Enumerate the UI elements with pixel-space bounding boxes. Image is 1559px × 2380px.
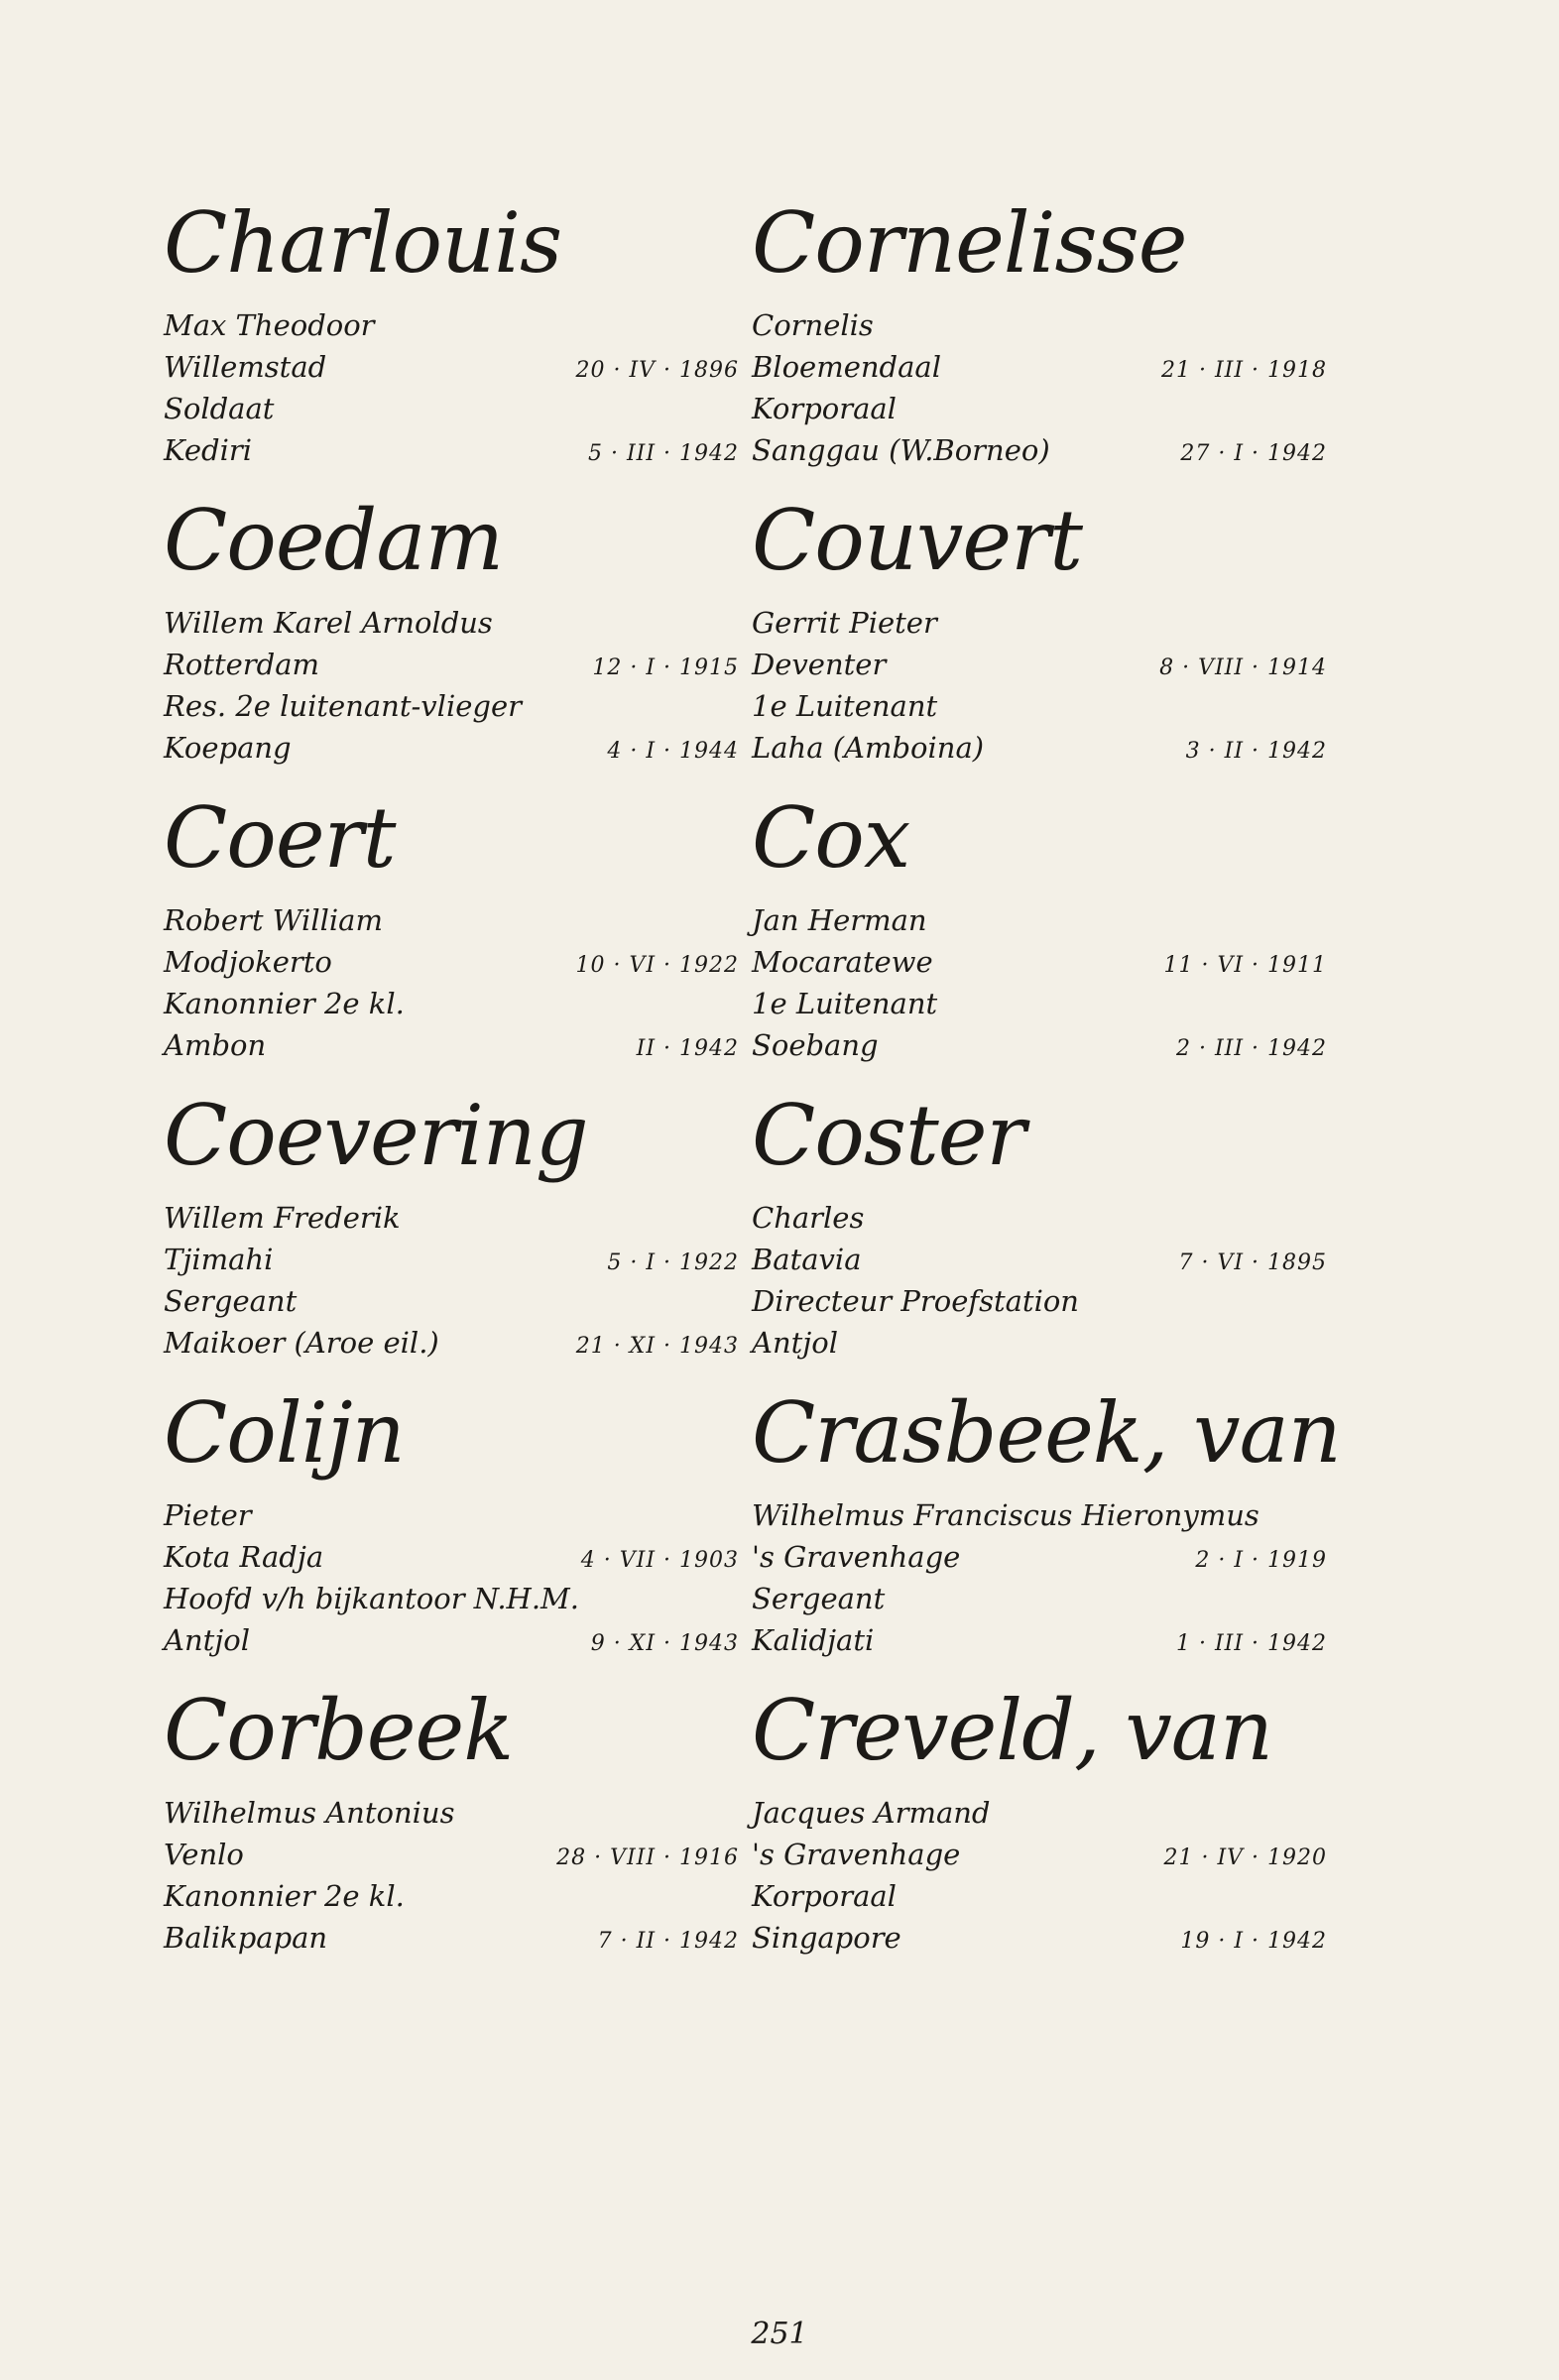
memorial-entry	[164, 1383, 739, 1681]
death-line	[164, 1024, 739, 1066]
memorial-entry	[752, 1681, 1327, 1978]
surname: Corbeek	[164, 1682, 514, 1779]
given-names: Willem Karel Arnoldus	[164, 606, 493, 640]
given-names: Charles	[752, 1201, 865, 1235]
left-column	[164, 193, 739, 1978]
birth-line	[752, 1834, 1327, 1875]
rank: Kanonnier 2e kl.	[164, 1879, 405, 1913]
death-place: Sanggau (W.Borneo)	[752, 433, 1050, 467]
rank-line	[164, 388, 739, 429]
memorial-entry	[752, 1383, 1341, 1681]
birth-date: 4 · VII · 1903	[580, 1548, 739, 1573]
death-place: Maikoer (Aroe eil.)	[164, 1326, 439, 1360]
death-date: 2 · III · 1942	[1175, 1036, 1327, 1061]
surname: Coevering	[164, 1087, 588, 1184]
birth-line	[164, 1536, 739, 1578]
rank: Res. 2e luitenant-vlieger	[164, 689, 522, 723]
birth-line	[752, 941, 1327, 983]
death-date: 7 · II · 1942	[597, 1929, 739, 1954]
birth-date: 20 · IV · 1896	[575, 358, 739, 383]
birth-date: 11 · VI · 1911	[1163, 953, 1327, 978]
birth-line	[164, 346, 739, 388]
birth-date: 28 · VIII · 1916	[556, 1845, 739, 1870]
birth-date: 7 · VI · 1895	[1178, 1250, 1327, 1275]
rank-line	[752, 983, 1327, 1024]
birth-date: 5 · I · 1922	[607, 1250, 739, 1275]
rank: Soldaat	[164, 392, 275, 425]
rank: 1e Luitenant	[752, 987, 938, 1020]
rank-line	[164, 983, 739, 1024]
given-names: Max Theodoor	[164, 308, 375, 342]
death-line	[752, 1024, 1327, 1066]
birth-date: 2 · I · 1919	[1195, 1548, 1327, 1573]
memorial-entry	[164, 491, 739, 788]
death-place: Koepang	[164, 731, 292, 765]
birth-place: 's Gravenhage	[752, 1838, 961, 1871]
page-number: 251	[751, 2317, 808, 2351]
memorial-entry	[752, 788, 1327, 1086]
birth-place: Batavia	[752, 1243, 862, 1276]
given-names: Willem Frederik	[164, 1201, 401, 1235]
death-place: Ambon	[164, 1028, 267, 1062]
birth-line	[164, 941, 739, 983]
given-names: Wilhelmus Franciscus Hieronymus	[752, 1498, 1259, 1532]
birth-place: Rotterdam	[164, 648, 319, 681]
birth-line	[752, 1239, 1327, 1280]
right-column	[752, 193, 1341, 1978]
rank: Korporaal	[752, 1879, 897, 1913]
memorial-entry	[752, 193, 1327, 491]
rank: Sergeant	[164, 1284, 298, 1318]
death-place: Kalidjati	[752, 1623, 875, 1657]
death-line	[164, 1322, 739, 1364]
surname: Charlouis	[164, 194, 562, 292]
rank: Directeur Proefstation	[752, 1284, 1079, 1318]
birth-place: Mocaratewe	[752, 945, 933, 979]
memorial-entry	[164, 788, 739, 1086]
memorial-entry	[752, 1086, 1327, 1383]
given-names: Jacques Armand	[752, 1796, 991, 1830]
death-date: 3 · II · 1942	[1185, 739, 1327, 764]
death-date: 5 · III · 1942	[587, 441, 739, 466]
surname: Colijn	[164, 1384, 405, 1482]
death-place: Antjol	[752, 1326, 838, 1360]
surname: Coert	[164, 789, 396, 887]
death-line	[164, 727, 739, 769]
surname: Couvert	[752, 492, 1083, 589]
death-line	[752, 1619, 1327, 1661]
birth-line	[164, 644, 739, 685]
rank: Korporaal	[752, 392, 897, 425]
death-date: 1 · III · 1942	[1175, 1631, 1327, 1656]
death-date: 27 · I · 1942	[1180, 441, 1327, 466]
birth-date: 10 · VI · 1922	[575, 953, 739, 978]
death-line	[752, 429, 1327, 471]
death-place: Laha (Amboina)	[752, 731, 985, 765]
given-names: Wilhelmus Antonius	[164, 1796, 455, 1830]
rank-line	[752, 685, 1327, 727]
death-place: Kediri	[164, 433, 253, 467]
surname: Coedam	[164, 492, 504, 589]
given-names: Cornelis	[752, 308, 874, 342]
birth-date: 21 · III · 1918	[1160, 358, 1327, 383]
memorial-entry	[164, 1086, 739, 1383]
surname: Crasbeek, van	[752, 1384, 1341, 1482]
birth-date: 8 · VIII · 1914	[1159, 655, 1327, 680]
rank-line	[752, 1280, 1327, 1322]
death-date: 21 · XI · 1943	[575, 1334, 739, 1359]
death-date: 4 · I · 1944	[607, 739, 739, 764]
rank: 1e Luitenant	[752, 689, 938, 723]
memorial-entry	[164, 1681, 739, 1978]
rank-line	[752, 388, 1327, 429]
death-place: Singapore	[752, 1921, 901, 1955]
rank-line	[164, 685, 739, 727]
memorial-entry	[164, 193, 739, 491]
death-date: II · 1942	[636, 1036, 739, 1061]
death-date: 19 · I · 1942	[1180, 1929, 1327, 1954]
birth-place: Deventer	[752, 648, 887, 681]
birth-place: Bloemendaal	[752, 350, 941, 384]
death-place: Antjol	[164, 1623, 250, 1657]
birth-line	[752, 1536, 1327, 1578]
surname: Cox	[752, 789, 910, 887]
memorial-entry	[752, 491, 1327, 788]
birth-line	[164, 1239, 739, 1280]
given-names: Gerrit Pieter	[752, 606, 937, 640]
birth-place: Willemstad	[164, 350, 327, 384]
birth-date: 12 · I · 1915	[592, 655, 739, 680]
death-place: Balikpapan	[164, 1921, 328, 1955]
death-line	[752, 1917, 1327, 1959]
death-line	[752, 1322, 1327, 1364]
death-line	[164, 429, 739, 471]
rank: Sergeant	[752, 1582, 886, 1615]
birth-place: Venlo	[164, 1838, 244, 1871]
birth-place: Tjimahi	[164, 1243, 274, 1276]
birth-line	[752, 346, 1327, 388]
rank: Hoofd v/h bijkantoor N.H.M.	[164, 1582, 579, 1615]
rank-line	[164, 1280, 739, 1322]
rank-line	[752, 1875, 1327, 1917]
death-date: 9 · XI · 1943	[590, 1631, 739, 1656]
given-names: Jan Herman	[752, 903, 927, 937]
death-line	[752, 727, 1327, 769]
rank-line	[164, 1875, 739, 1917]
birth-place: Kota Radja	[164, 1540, 324, 1574]
rank: Kanonnier 2e kl.	[164, 987, 405, 1020]
birth-line	[164, 1834, 739, 1875]
rank-line	[752, 1578, 1327, 1619]
birth-place: Modjokerto	[164, 945, 332, 979]
birth-date: 21 · IV · 1920	[1163, 1845, 1327, 1870]
surname: Coster	[752, 1087, 1025, 1184]
rank-line	[164, 1578, 739, 1619]
surname: Cornelisse	[752, 194, 1187, 292]
given-names: Pieter	[164, 1498, 252, 1532]
death-line	[164, 1917, 739, 1959]
given-names: Robert William	[164, 903, 383, 937]
birth-line	[752, 644, 1327, 685]
death-place: Soebang	[752, 1028, 879, 1062]
birth-place: 's Gravenhage	[752, 1540, 961, 1574]
death-line	[164, 1619, 739, 1661]
surname: Creveld, van	[752, 1682, 1272, 1779]
